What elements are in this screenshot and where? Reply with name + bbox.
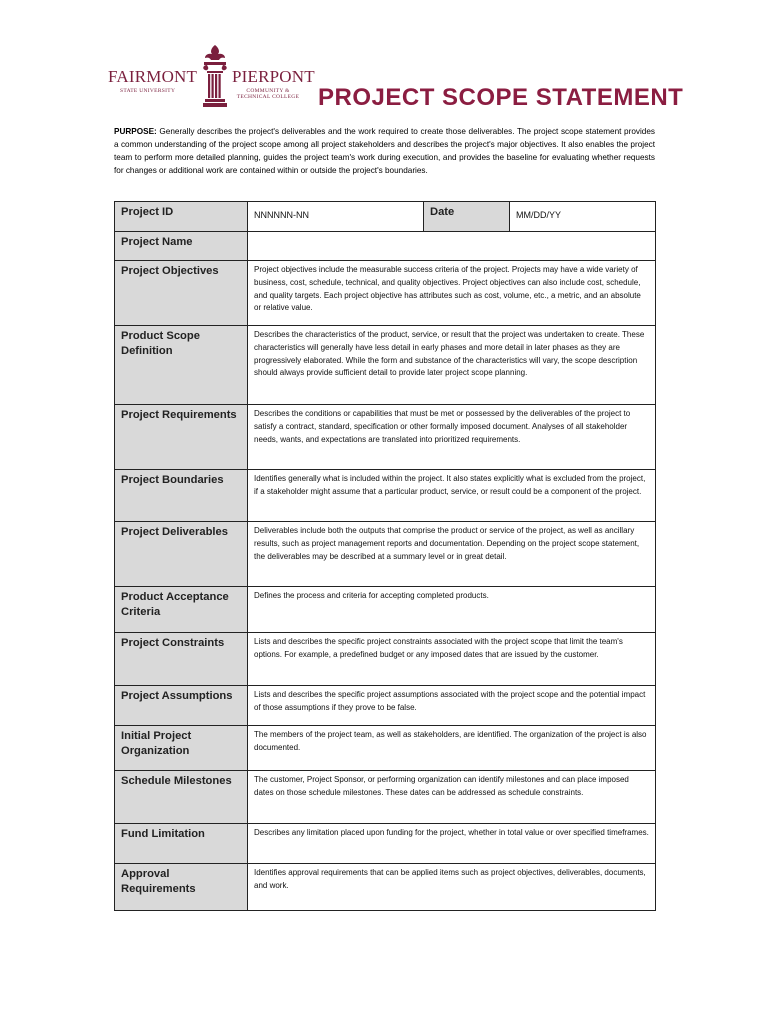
logo-college-text: COMMUNITY & TECHNICAL COLLEGE: [236, 88, 300, 101]
date-field[interactable]: MM/DD/YY: [510, 202, 656, 232]
table-row: [115, 470, 656, 522]
project-id-field[interactable]: NNNNNN-NN: [248, 202, 424, 232]
row-label: Project Deliverables: [115, 522, 248, 587]
table-row: [115, 326, 656, 405]
row-label: Schedule Milestones: [115, 771, 248, 824]
table-row: [115, 633, 656, 686]
row-label: Project Requirements: [115, 405, 248, 470]
project-name-label: Project Name: [115, 232, 248, 261]
logo-pierpont-text: PIERPONT: [232, 67, 315, 86]
project-name-field[interactable]: [248, 232, 656, 261]
row-label: Project Boundaries: [115, 470, 248, 522]
row-label: Initial Project Organization: [115, 726, 248, 771]
row-description[interactable]: The customer, Project Sponsor, or performing organization can identify milestones and can place imposed dates on those schedule milestones. These dates can be addressed as schedule constraints.: [248, 771, 656, 824]
row-label: Product Scope Definition: [115, 326, 248, 405]
purpose-label: PURPOSE:: [114, 127, 157, 136]
row-description[interactable]: Deliverables include both the outputs that comprise the product or service of the project, as well as ancillary results, such as project management reports and documentation. Depending on the project scope statement, the deliverables may be described at a summary level or in great detail.: [248, 522, 656, 587]
purpose-text: Generally describes the project's deliverables and the work required to create those deliverables. The project scope statement provides a common understanding of the project scope among all project stakeholders and describes the project's major objectives. It also enables the project team to perform more detailed planning, guides the project team's work during execution, and provides the baseline for evaluating whether requests for changes or additional work are contained within or outside the project's boundaries.: [114, 127, 655, 175]
table-row: [115, 771, 656, 824]
table-row: [115, 405, 656, 470]
university-logo: [108, 44, 315, 108]
table-row: [115, 864, 656, 911]
row-description[interactable]: Describes the characteristics of the product, service, or result that the project was undertaken to create. These characteristics will generally have less detail in early phases and more detail in later phases as they are progressively elaborated. While the form and substance of the characteristics will vary, the scope description should always provide sufficient detail to provide later project scope planning.: [248, 326, 656, 405]
pillar-logo-icon: [198, 44, 232, 108]
row-label: Approval Requirements: [115, 864, 248, 911]
row-label: Project Constraints: [115, 633, 248, 686]
project-id-label: Project ID: [115, 202, 248, 232]
table-row: [115, 726, 656, 771]
row-description[interactable]: Describes any limitation placed upon funding for the project, whether in total value or over specified timeframes.: [248, 824, 656, 864]
row-label: Fund Limitation: [115, 824, 248, 864]
table-row: [115, 522, 656, 587]
row-description[interactable]: Identifies approval requirements that can be applied items such as project objectives, deliverables, documents, and work.: [248, 864, 656, 911]
table-row: [115, 202, 656, 232]
table-row: [115, 261, 656, 326]
row-label: Project Assumptions: [115, 686, 248, 726]
table-row: [115, 824, 656, 864]
logo-state-university-text: STATE UNIVERSITY: [120, 88, 176, 94]
row-description[interactable]: Lists and describes the specific project constraints associated with the project scope that limit the team's options. For example, a predefined budget or any imposed dates that are issued by the customer.: [248, 633, 656, 686]
row-description[interactable]: Project objectives include the measurable success criteria of the project. Projects may have a wide variety of business, cost, schedule, technical, and quality objectives. Project objectives can also include cost, schedule, and quality targets. Each project objective has attributes such as cost, volume, etc., a metric, and an absolute or relative value.: [248, 261, 656, 326]
row-description[interactable]: Lists and describes the specific project assumptions associated with the project scope and the potential impact of those assumptions if they prove to be false.: [248, 686, 656, 726]
row-description[interactable]: Describes the conditions or capabilities that must be met or possessed by the deliverables of the project to satisfy a contract, standard, specification or other formally imposed document. Analyses of all stakeholder needs, wants, and expectations are translated into prioritized requirements.: [248, 405, 656, 470]
row-description[interactable]: Defines the process and criteria for accepting completed products.: [248, 587, 656, 633]
table-row: [115, 587, 656, 633]
purpose-paragraph: [114, 125, 655, 177]
logo-fairmont-text: FAIRMONT: [108, 67, 198, 86]
row-label: Project Objectives: [115, 261, 248, 326]
table-row: [115, 232, 656, 261]
row-label: Product Acceptance Criteria: [115, 587, 248, 633]
date-label: Date: [424, 202, 510, 232]
row-description[interactable]: The members of the project team, as well as stakeholders, are identified. The organization of the project is also documented.: [248, 726, 656, 771]
page-title: PROJECT SCOPE STATEMENT: [318, 84, 684, 111]
table-row: [115, 686, 656, 726]
scope-table: [114, 201, 656, 911]
row-description[interactable]: Identifies generally what is included within the project. It also states explicitly what is excluded from the project, if a stakeholder might assume that a particular product, service, or result could be a component of the project.: [248, 470, 656, 522]
